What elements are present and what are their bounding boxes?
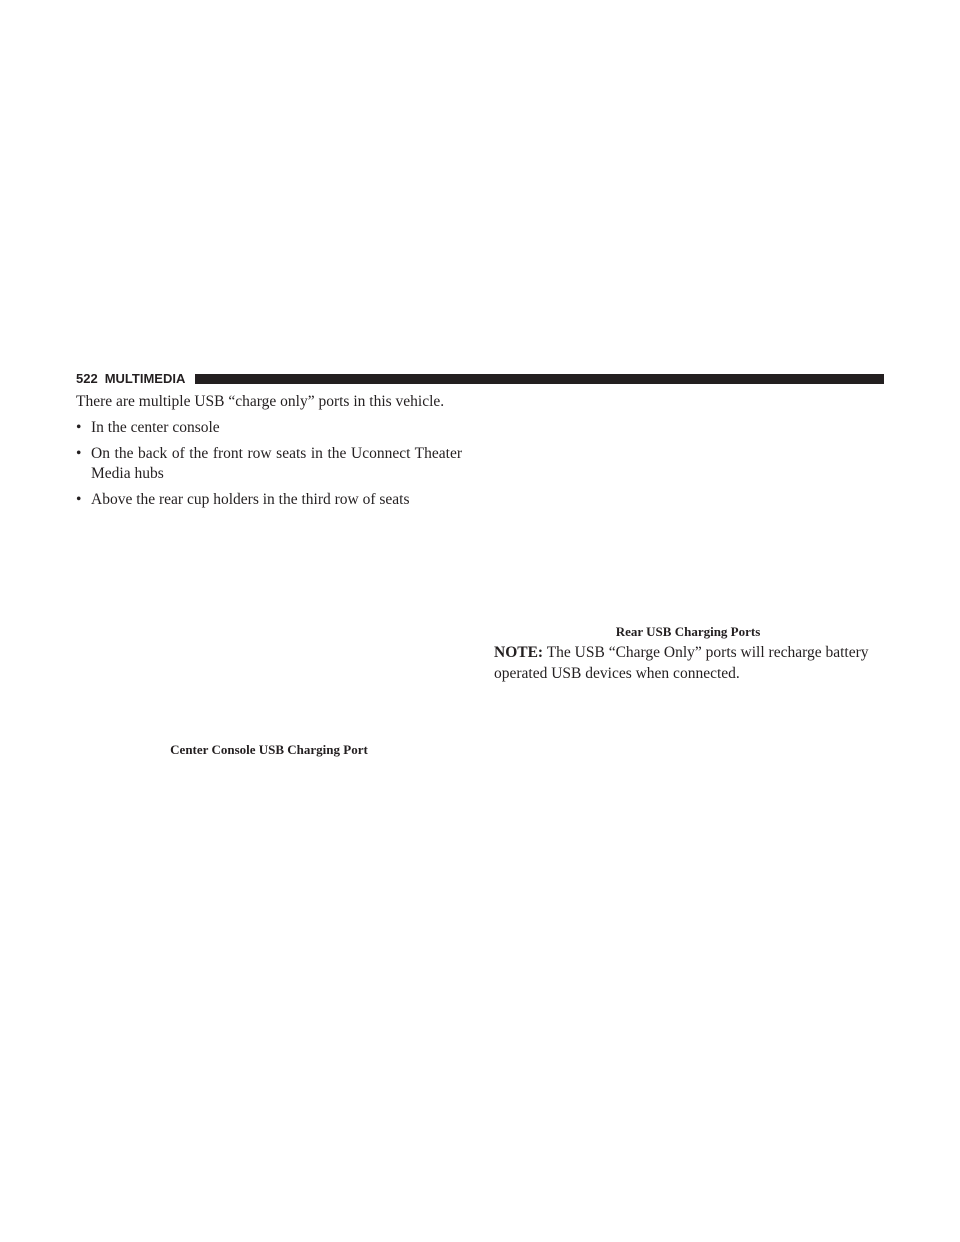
list-item-text: On the back of the front row seats in the Uconnect Theater Media hubs — [91, 445, 462, 482]
list-item — [76, 490, 462, 510]
header-rule — [195, 374, 884, 384]
page-number: 522 — [76, 371, 98, 386]
section-title: MULTIMEDIA — [104, 371, 186, 386]
note-label: NOTE: — [494, 644, 544, 661]
bullet-icon: • — [76, 419, 82, 436]
list-item — [76, 418, 462, 438]
center-console-usb-figure — [76, 512, 462, 732]
rear-usb-figure — [494, 396, 882, 618]
rear-usb-figure-caption: Rear USB Charging Ports — [615, 624, 761, 639]
center-console-figure-caption: Center Console USB Charging Port — [170, 742, 368, 757]
intro-paragraph: There are multiple USB “charge only” ports in this vehicle. — [76, 393, 445, 410]
list-item — [76, 444, 462, 484]
bullet-icon: • — [76, 491, 82, 508]
note-text: The USB “Charge Only” ports will recharge battery operated USB devices when connected. — [494, 644, 869, 682]
usb-port-locations-list — [76, 418, 462, 516]
list-item-text: Above the rear cup holders in the third row of seats — [91, 491, 410, 508]
bullet-icon: • — [76, 445, 82, 462]
page-header — [76, 372, 884, 386]
note-paragraph — [494, 642, 882, 684]
list-item-text: In the center console — [91, 419, 220, 436]
